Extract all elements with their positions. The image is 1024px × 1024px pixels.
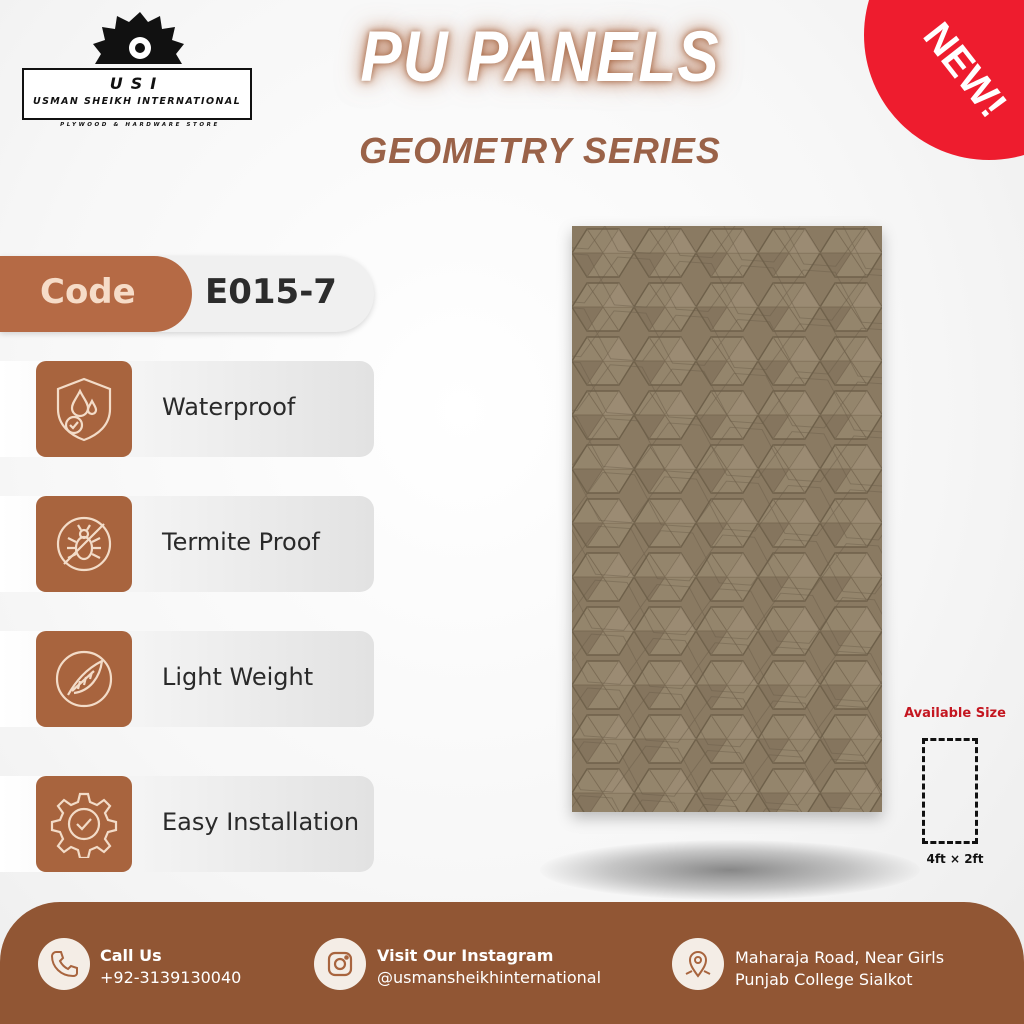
panel-shadow: [540, 840, 920, 900]
available-size-value: 4ft × 2ft: [926, 852, 984, 866]
new-badge-text: NEW!: [914, 14, 1016, 126]
feature-easy-installation: [0, 776, 374, 872]
feature-termite-proof: [0, 496, 374, 592]
page-subtitle: GEOMETRY SERIES: [359, 130, 721, 171]
no-termite-icon: [50, 510, 118, 578]
feature-icon-box: [36, 496, 132, 592]
location-pin-icon: [682, 948, 714, 980]
logo-initials: USI: [109, 74, 165, 93]
waterproof-shield-icon: [50, 375, 118, 443]
logo-tagline: PLYWOOD & HARDWARE STORE: [60, 122, 220, 128]
phone-icon-circle[interactable]: [38, 938, 90, 990]
call-title: Call Us: [100, 946, 162, 965]
instagram-icon: [324, 948, 356, 980]
feature-waterproof: [0, 361, 374, 457]
location-icon-circle[interactable]: [672, 938, 724, 990]
available-size-label: Available Size: [904, 706, 1006, 721]
logo-name: USMAN SHEIKH INTERNATIONAL: [32, 96, 242, 107]
phone-icon: [48, 948, 80, 980]
address-line-2: Punjab College Sialkot: [735, 970, 913, 989]
gear-check-icon: [50, 790, 118, 858]
product-panel-image: [572, 226, 882, 812]
feature-label: Waterproof: [162, 393, 296, 421]
geometric-panel-texture: [572, 226, 882, 812]
code-value: E015-7: [205, 272, 337, 312]
feature-light-weight: [0, 631, 374, 727]
phone-number[interactable]: +92-3139130040: [100, 968, 242, 987]
feature-icon-box: [36, 361, 132, 457]
instagram-title: Visit Our Instagram: [377, 946, 554, 965]
feature-label: Easy Installation: [162, 808, 360, 836]
code-label: Code: [40, 272, 136, 312]
feature-icon-box: [36, 631, 132, 727]
brand-logo: [22, 8, 258, 128]
feature-icon-box: [36, 776, 132, 872]
feature-label: Termite Proof: [162, 528, 320, 556]
address-line-1: Maharaja Road, Near Girls: [735, 948, 945, 967]
instagram-icon-circle[interactable]: [314, 938, 366, 990]
feature-label: Light Weight: [162, 663, 314, 691]
feather-icon: [50, 645, 118, 713]
page-title: PU PANELS: [360, 17, 720, 98]
instagram-handle[interactable]: @usmansheikhinternational: [377, 968, 602, 987]
size-outline: [922, 738, 978, 844]
